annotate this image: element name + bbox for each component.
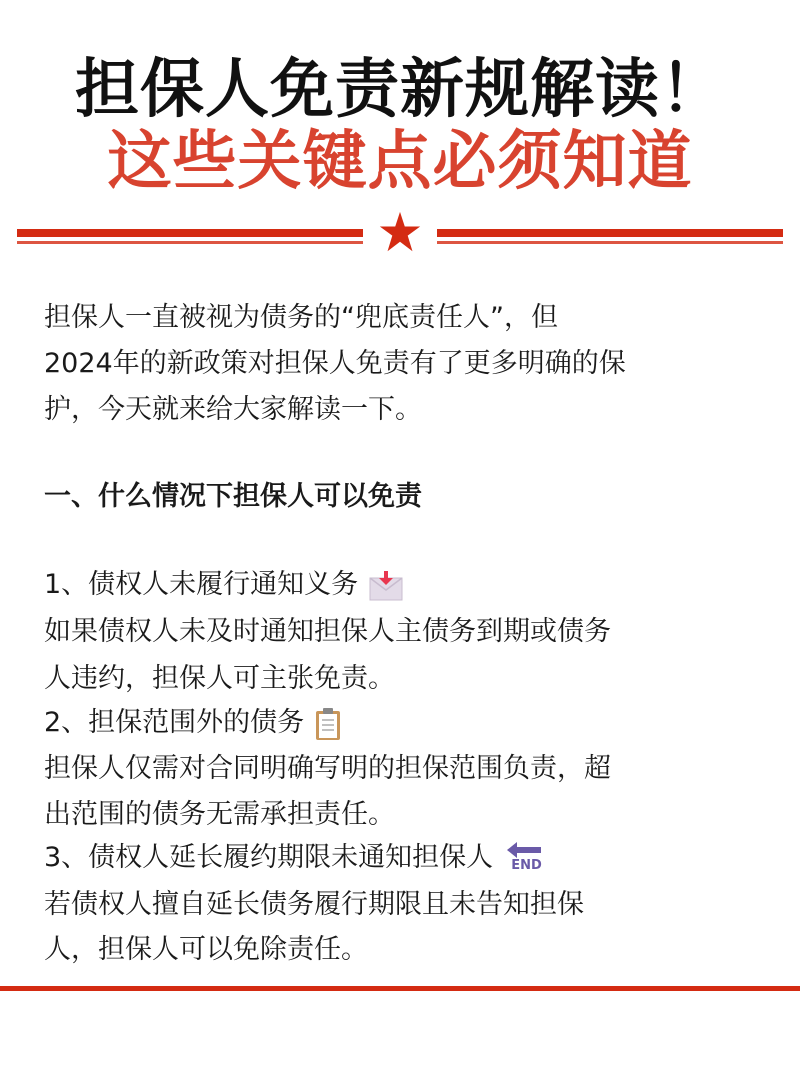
item-title-text: 3、债权人延长履约期限未通知担保人 (44, 842, 494, 873)
intro-line: 护，今天就来给大家解读一下。 (44, 394, 422, 425)
item-body: 出范围的债务无需承担责任。 (44, 799, 395, 830)
item-title (44, 840, 543, 877)
intro-line: 担保人一直被视为债务的“兜底责任人”，但 (44, 302, 558, 333)
item-body: 担保人仅需对合同明确写明的担保范围负责，超 (44, 753, 611, 784)
clipboard-icon (314, 707, 342, 741)
item-body: 人，担保人可以免除责任。 (44, 934, 368, 965)
section-heading: 一、什么情况下担保人可以免责 (44, 481, 422, 512)
item-body: 人违约，担保人可主张免责。 (44, 663, 395, 694)
end-icon-text: END (511, 857, 542, 873)
end-arrow-icon (507, 841, 543, 877)
intro-line: 2024年的新政策对担保人免责有了更多明确的保 (44, 348, 626, 379)
item-body: 若债权人擅自延长债务履行期限且未告知担保 (44, 889, 584, 920)
item-body: 如果债权人未及时通知担保人主债务到期或债务 (44, 616, 611, 647)
envelope-with-arrow-icon (368, 570, 404, 602)
item-title-text: 2、担保范围外的债务 (44, 707, 305, 738)
title-line-2: 这些关键点必须知道 (107, 125, 693, 199)
star-icon (378, 210, 422, 254)
item-title-text: 1、债权人未履行通知义务 (44, 569, 359, 600)
bottom-divider (0, 986, 800, 991)
item-title (44, 567, 404, 603)
item-title (44, 705, 342, 741)
title-line-1: 担保人免责新规解读！ (75, 53, 725, 127)
